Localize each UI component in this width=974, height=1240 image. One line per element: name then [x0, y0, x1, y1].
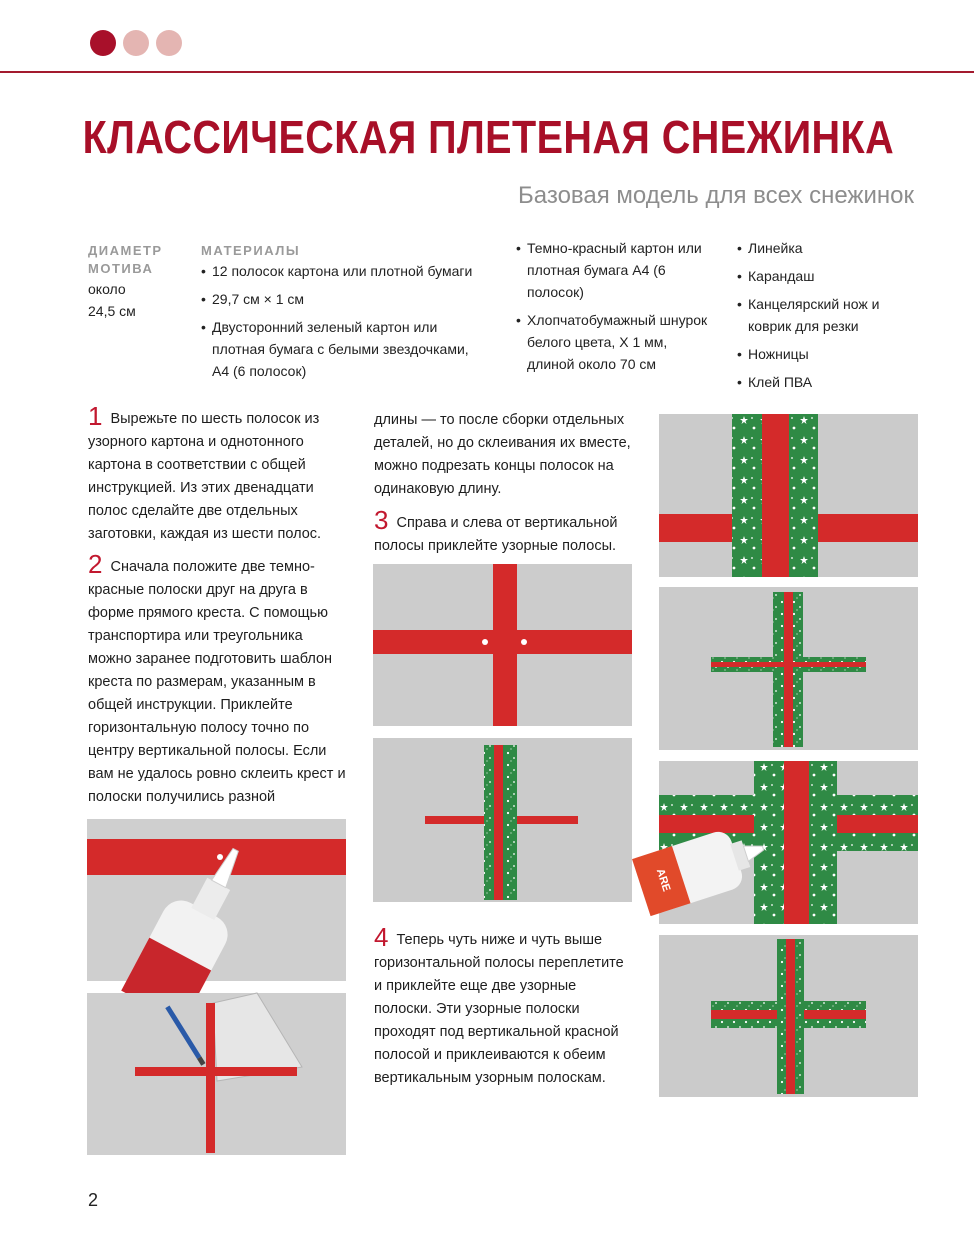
materials-item: • Хлопчатобумажный шнурок белого цвета, X 1 мм, длиной около 70 см: [516, 309, 716, 375]
header-rule: [0, 71, 974, 73]
diameter-value: 24,5 см: [88, 303, 136, 319]
diameter-value: около: [88, 281, 126, 297]
photo-weaving-glue: [653, 761, 918, 924]
materials-item: • Двусторонний зеленый картон или плотная бумага с белыми звездочками, А4 (6 полосок): [201, 316, 476, 382]
materials-column-1: [201, 242, 476, 388]
photo-patterned-horizontal: [659, 587, 918, 750]
materials-item: • Темно-красный картон или плотная бумага А4 (6 полосок): [516, 237, 716, 303]
materials-item: • Клей ПВА: [737, 371, 887, 393]
diameter-block: [88, 242, 188, 322]
page-title: КЛАССИЧЕСКАЯ ПЛЕТЕНАЯ СНЕЖИНКА: [82, 111, 895, 163]
header-dots: [90, 30, 182, 56]
step-number: 1: [88, 401, 103, 431]
step-4: [374, 922, 632, 1090]
step-number: 3: [374, 505, 389, 535]
materials-column-2: [516, 237, 716, 381]
materials-item: • 29,7 см × 1 см: [201, 288, 476, 310]
diameter-label: ДИАМЕТР: [88, 243, 163, 258]
materials-item: • Канцелярский нож и коврик для резки: [737, 293, 887, 337]
dot-light: [156, 30, 182, 56]
step-2-continued: длины — то после сборки отдельных деталей, но до склеивания их вместе, можно подрезать концы полосок на одинаковую длину.: [374, 412, 631, 497]
photo-glue-strip: [87, 819, 346, 981]
step-text: Вырежьте по шесть полосок из узорного картона и однотонного картона в соответствии с общей инструкцией. Из этих двенадцати полос сделайте две отдельных заготовки, каждая из шести полос.: [88, 411, 322, 542]
materials-label: МАТЕРИАЛЫ: [201, 243, 301, 258]
materials-item: • Линейка: [737, 237, 887, 259]
materials-item: • 12 полосок картона или плотной бумаги: [201, 260, 476, 282]
dot-dark: [90, 30, 116, 56]
photo-closeup-vertical: [659, 414, 918, 577]
photo-cross-triangle: [87, 993, 346, 1155]
page-subtitle: Базовая модель для всех снежинок: [518, 182, 914, 209]
materials-item: • Ножницы: [737, 343, 887, 365]
glue-label: ARE: [653, 867, 673, 894]
materials-item: • Карандаш: [737, 265, 887, 287]
photo-red-cross: [373, 564, 632, 726]
step-3: [374, 505, 629, 558]
photo-woven-cross: [659, 935, 918, 1097]
step-1: [88, 401, 346, 546]
step-2: [88, 549, 350, 809]
step-text: Теперь чуть ниже и чуть выше горизонтальной полосы переплетите и приклейте еще две узорные полоски. Эти узорные полоски проходят под вертикальной красной полосой и приклеиваются к обеим вертикальным узорным полоскам.: [374, 932, 624, 1086]
dot-light: [123, 30, 149, 56]
step-number: 4: [374, 922, 389, 952]
page-number: 2: [88, 1190, 99, 1210]
step-number: 2: [88, 549, 103, 579]
materials-column-3: [737, 237, 887, 399]
photo-patterned-vertical: [373, 738, 632, 902]
step-text: Сначала положите две темно-красные полоски друг на друга в форме прямого креста. С помощью транспортира или треугольника можно заранее подготовить шаблон креста по размерам, указанным в общей инструкции. Приклейте горизонтальную полосу точно по центру вертикальной полосы. Если вам не удалось ровно склеить крест и полоски получились разной: [88, 559, 346, 805]
diameter-label: МОТИВА: [88, 261, 154, 276]
step-text: Справа и слева от вертикальной полосы приклейте узорные полосы.: [374, 515, 618, 554]
